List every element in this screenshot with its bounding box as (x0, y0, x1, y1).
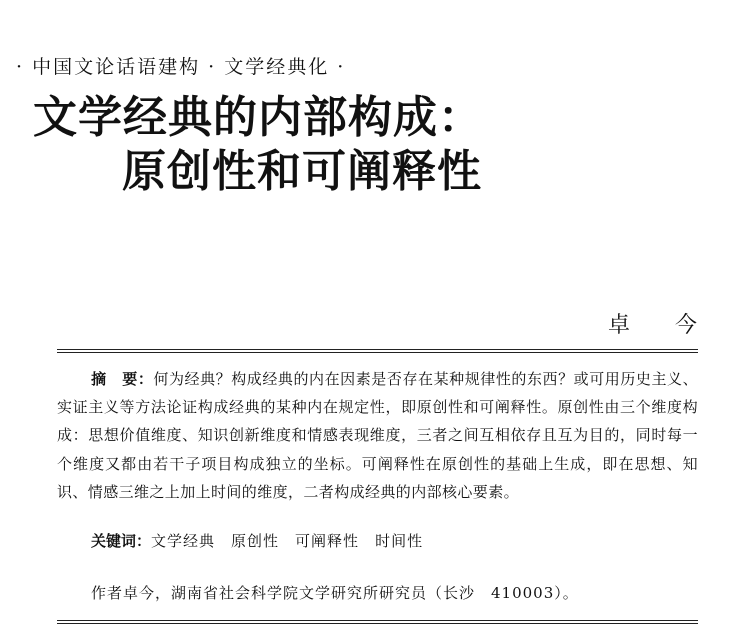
abstract-label: 摘 要： (91, 370, 154, 388)
abstract-text: 何为经典？构成经典的内在因素是否存在某种规律性的东西？或可用历史主义、实证主义等方法论证构成经典的某种内在规定性，即原创性和可阐释性。原创性由三个维度构成：思想价值维度、知识创新维度和情感表现维度，三者之间互相依存且互为目的，同时每一个维度又都由若干子项目构成独立的坐标。可阐释性在原创性的基础上生成，即在思想、知识、情感三维之上加上时间的维度，二者构成经典的内部核心要素。 (57, 370, 698, 501)
keywords-block (57, 527, 698, 555)
top-double-rule (57, 349, 698, 353)
author-name: 卓 今 (608, 313, 697, 338)
article-title-line-2: 原创性和可阐释性 (122, 146, 482, 197)
article-title-line-1: 文学经典的内部构成： (33, 92, 483, 143)
section-tag: · 中国文论话语建构 · 文学经典化 · (16, 56, 346, 78)
abstract-block (57, 365, 698, 506)
keyword-item: 可阐释性 (295, 532, 360, 550)
keywords-label: 关键词： (91, 532, 152, 550)
keyword-item: 文学经典 (151, 532, 216, 550)
keyword-item: 原创性 (231, 532, 280, 550)
keyword-item: 时间性 (375, 532, 424, 550)
bottom-double-rule (57, 620, 698, 624)
author-note: 作者卓今，湖南省社会科学院文学研究所研究员（长沙 410003）。 (91, 584, 579, 602)
